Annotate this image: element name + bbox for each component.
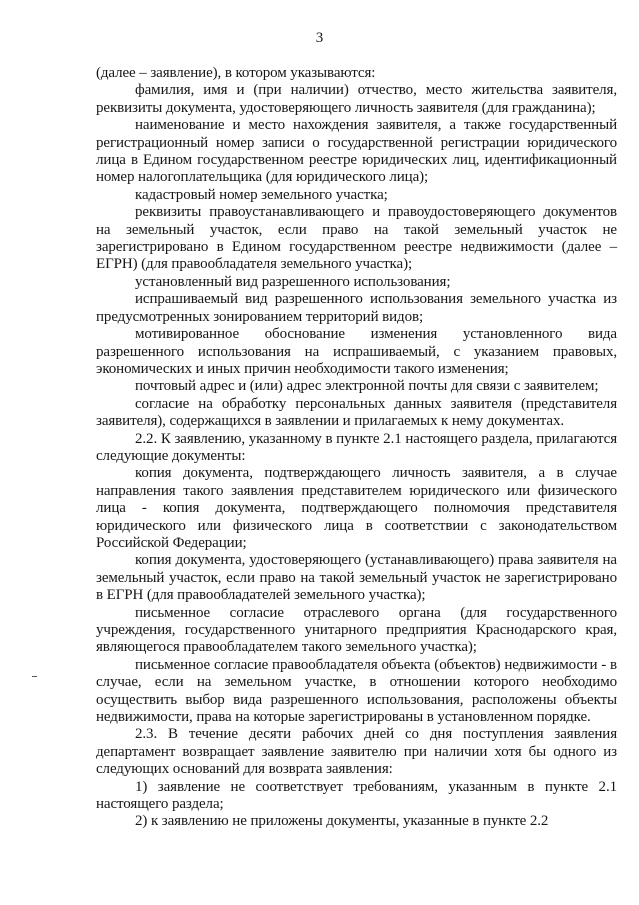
paragraph: согласие на обработку персональных данных заявителя (представителя заявителя), содержащихся в заявлении и прилагаемых к нему документах. xyxy=(96,395,617,430)
paragraph: испрашиваемый вид разрешенного использования земельного участка из предусмотренных зонированием территорий видов; xyxy=(96,291,617,325)
page-number: 3 xyxy=(315,30,324,46)
paragraph: установленный вид разрешенного использования; xyxy=(135,273,451,290)
margin-mark xyxy=(32,676,37,677)
paragraph: копия документа, подтверждающего личность заявителя, а в случае направления такого заявления представителем юридического или физического лица - копия документа, подтверждающего полномочия представителя юридического или физического лица в соответствии с законодательством Российской Федерации; xyxy=(96,465,617,551)
paragraph: мотивированное обоснование изменения установленного вида разрешенного использования на испрашиваемый, с указанием правовых, экономических и иных причин необходимости такого изменения; xyxy=(96,326,617,377)
paragraph: наименование и место нахождения заявителя, а также государственный регистрационный номер записи о государственной регистрации юридического лица в Едином государственном реестре юридических лиц, идентификационный номер налогоплательщика (для юридического лица); xyxy=(96,117,617,186)
paragraph: (далее – заявление), в котором указываются: xyxy=(96,65,376,81)
paragraph: реквизиты правоустанавливающего и правоудостоверяющего документов на земельный участок, если право на такой земельный участок не зарегистрировано в Едином государственном реестре недвижимости (далее – ЕГРН) (для правообладателя земельного участка); xyxy=(96,204,617,273)
paragraph: почтовый адрес и (или) адрес электронной почты для связи с заявителем; xyxy=(135,378,599,395)
paragraph: копия документа, удостоверяющего (устанавливающего) права заявителя на земельный участок, если право на такой земельный участок не зарегистрировано в ЕГРН (для правообладателей земельного участка); xyxy=(96,552,617,604)
paragraph: фамилия, имя и (при наличии) отчество, место жительства заявителя, реквизиты документа, удостоверяющего личность заявителя (для гражданина); xyxy=(96,82,617,116)
paragraph: письменное согласие правообладателя объекта (объектов) недвижимости - в случае, если на земельном участке, в отношении которого необходимо осуществить выбор вида разрешенного использования, расположены объекты недвижимости, права на которые зарегистрированы в установленном порядке. xyxy=(96,656,617,726)
paragraph: кадастровый номер земельного участка; xyxy=(135,186,388,203)
list-item: 2) к заявлению не приложены документы, указанные в пункте 2.2 xyxy=(135,813,549,830)
paragraph: письменное согласие отраслевого органа (для государственного учреждения, государственного унитарного предприятия Краснодарского края, являющегося правообладателем такого земельного участка); xyxy=(96,604,617,656)
section-2-2: 2.2. К заявлению, указанному в пункте 2.1 настоящего раздела, прилагаются следующие документы: xyxy=(96,430,617,464)
section-2-3: 2.3. В течение десяти рабочих дней со дня поступления заявления департамент возвращает заявление заявителю при наличии хотя бы одного из следующих оснований для возврата заявления: xyxy=(96,726,617,778)
document-body xyxy=(96,65,617,831)
list-item: 1) заявление не соответствует требованиям, указанным в пункте 2.1 настоящего раздела; xyxy=(96,778,617,813)
